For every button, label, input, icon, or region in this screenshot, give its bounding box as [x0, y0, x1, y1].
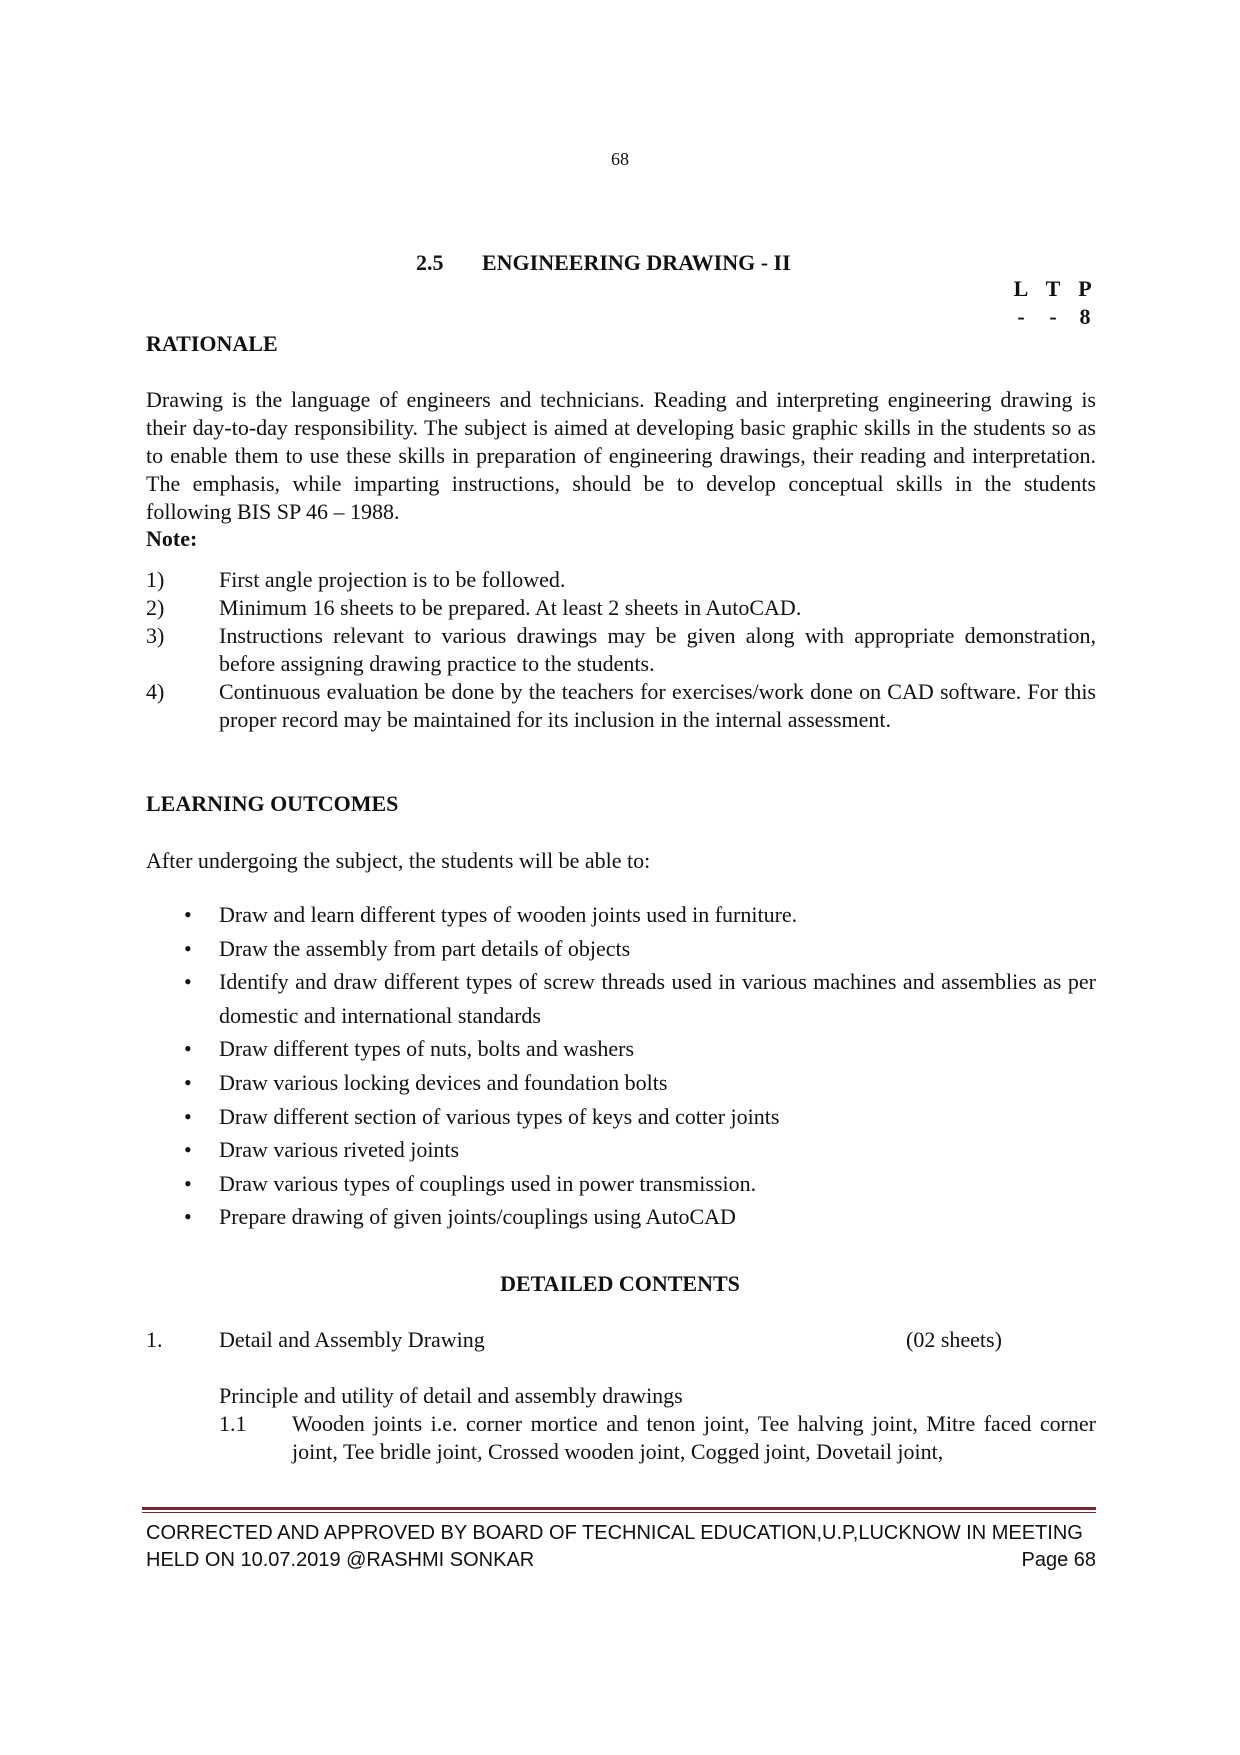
- footer-divider-thin: [142, 1512, 1096, 1513]
- footer-line-2: [146, 1547, 1096, 1574]
- ltp-values: [1010, 303, 1096, 331]
- bullet-icon: •: [184, 969, 192, 995]
- list-item: [146, 1167, 1096, 1201]
- title-text: ENGINEERING DRAWING - II: [482, 250, 791, 275]
- list-item: [146, 1200, 1096, 1234]
- bullet-icon: •: [184, 1036, 192, 1062]
- item-number: 2): [146, 595, 165, 620]
- footer-meeting-info: HELD ON 10.07.2019 @RASHMI SONKAR: [146, 1549, 535, 1571]
- item-text: Draw and learn different types of wooden joints used in furniture.: [219, 902, 798, 927]
- page-title: [416, 249, 791, 277]
- ltp-l: L: [1013, 276, 1029, 301]
- list-item: [146, 678, 1096, 734]
- ltp-headers: [1010, 275, 1096, 303]
- list-item: [146, 1133, 1096, 1167]
- note-list: [146, 566, 1096, 734]
- item-number: 1): [146, 567, 165, 592]
- section-title: Detail and Assembly Drawing: [219, 1327, 485, 1352]
- bullet-icon: •: [184, 935, 192, 961]
- footer-divider: [142, 1507, 1096, 1510]
- bullet-icon: •: [184, 902, 192, 927]
- item-text: Draw various riveted joints: [219, 1137, 460, 1163]
- learning-outcomes-intro: After undergoing the subject, the students will be able to:: [146, 848, 651, 873]
- bullet-icon: •: [184, 1069, 192, 1095]
- footer: [146, 1520, 1096, 1574]
- rationale-heading: RATIONALE: [146, 331, 278, 356]
- item-text: Draw various types of couplings used in power transmission.: [219, 1170, 757, 1196]
- item-text: Draw the assembly from part details of objects: [219, 935, 631, 961]
- ltp-table: [1010, 275, 1096, 331]
- item-text: First angle projection is to be followed.: [219, 567, 566, 592]
- bullet-icon: •: [184, 1204, 192, 1230]
- ltp-p-value: 8: [1079, 304, 1091, 329]
- list-item: [146, 965, 1096, 1032]
- list-item: [146, 932, 1096, 966]
- item-number: 4): [146, 679, 165, 704]
- list-item: [146, 594, 1096, 622]
- detailed-contents-heading: DETAILED CONTENTS: [500, 1271, 740, 1296]
- rationale-text: Drawing is the language of engineers and technicians. Reading and interpreting engineering drawing is their day-to-day responsibility. The subject is aimed at developing basic graphic skills in the students so as to enable them to use these skills in preparation of engineering drawings, their reading and interpretation. The emphasis, while imparting instructions, should be to develop conceptual skills in the students following BIS SP 46 – 1988.: [146, 387, 1096, 524]
- subsection-text: Wooden joints i.e. corner mortice and tenon joint, Tee halving joint, Mitre faced corner joint, Tee bridle joint, Crossed wooden joint, Cogged joint, Dovetail joint,: [292, 1411, 1096, 1464]
- bullet-icon: •: [184, 1137, 192, 1163]
- item-text: Instructions relevant to various drawings may be given along with appropriate demonstration, before assigning drawing practice to the students.: [219, 623, 1096, 676]
- section-1-row: [146, 1326, 1096, 1354]
- learning-outcomes-list: [146, 898, 1096, 1234]
- item-text: Draw different types of nuts, bolts and washers: [219, 1036, 635, 1062]
- footer-line-1: CORRECTED AND APPROVED BY BOARD OF TECHNICAL EDUCATION,U.P,LUCKNOW IN MEETING: [146, 1522, 1083, 1544]
- list-item: [146, 1032, 1096, 1066]
- item-number: 3): [146, 623, 165, 648]
- ltp-p: P: [1078, 276, 1092, 301]
- subsection-1-1: [219, 1410, 1096, 1466]
- subsection-number: 1.1: [219, 1411, 247, 1436]
- bullet-icon: •: [184, 1170, 192, 1196]
- note-heading: Note:: [146, 526, 198, 551]
- ltp-t: T: [1045, 276, 1061, 301]
- section-number: 1.: [146, 1327, 163, 1352]
- section-sheets: (02 sheets): [906, 1327, 1002, 1352]
- item-text: Identify and draw different types of screw threads used in various machines and assemblies as per domestic and international standards: [219, 969, 1096, 1028]
- item-text: Prepare drawing of given joints/couplings using AutoCAD: [219, 1204, 736, 1230]
- title-number: 2.5: [416, 250, 444, 275]
- page-number-top: 68: [611, 149, 629, 169]
- ltp-l-value: -: [1017, 304, 1025, 329]
- bullet-icon: •: [184, 1103, 192, 1129]
- list-item: [146, 566, 1096, 594]
- list-item: [146, 1100, 1096, 1134]
- section-1-intro: Principle and utility of detail and assembly drawings: [219, 1383, 683, 1408]
- learning-outcomes-heading: LEARNING OUTCOMES: [146, 791, 399, 816]
- item-text: Draw various locking devices and foundation bolts: [219, 1069, 668, 1095]
- list-item: [146, 622, 1096, 678]
- item-text: Draw different section of various types of keys and cotter joints: [219, 1103, 780, 1129]
- list-item: [146, 898, 1096, 932]
- ltp-t-value: -: [1049, 304, 1057, 329]
- item-text: Continuous evaluation be done by the teachers for exercises/work done on CAD software. For this proper record may be maintained for its inclusion in the internal assessment.: [219, 679, 1096, 732]
- footer-page-number: Page 68: [1021, 1549, 1096, 1571]
- item-text: Minimum 16 sheets to be prepared. At least 2 sheets in AutoCAD.: [219, 595, 802, 620]
- list-item: [146, 1066, 1096, 1100]
